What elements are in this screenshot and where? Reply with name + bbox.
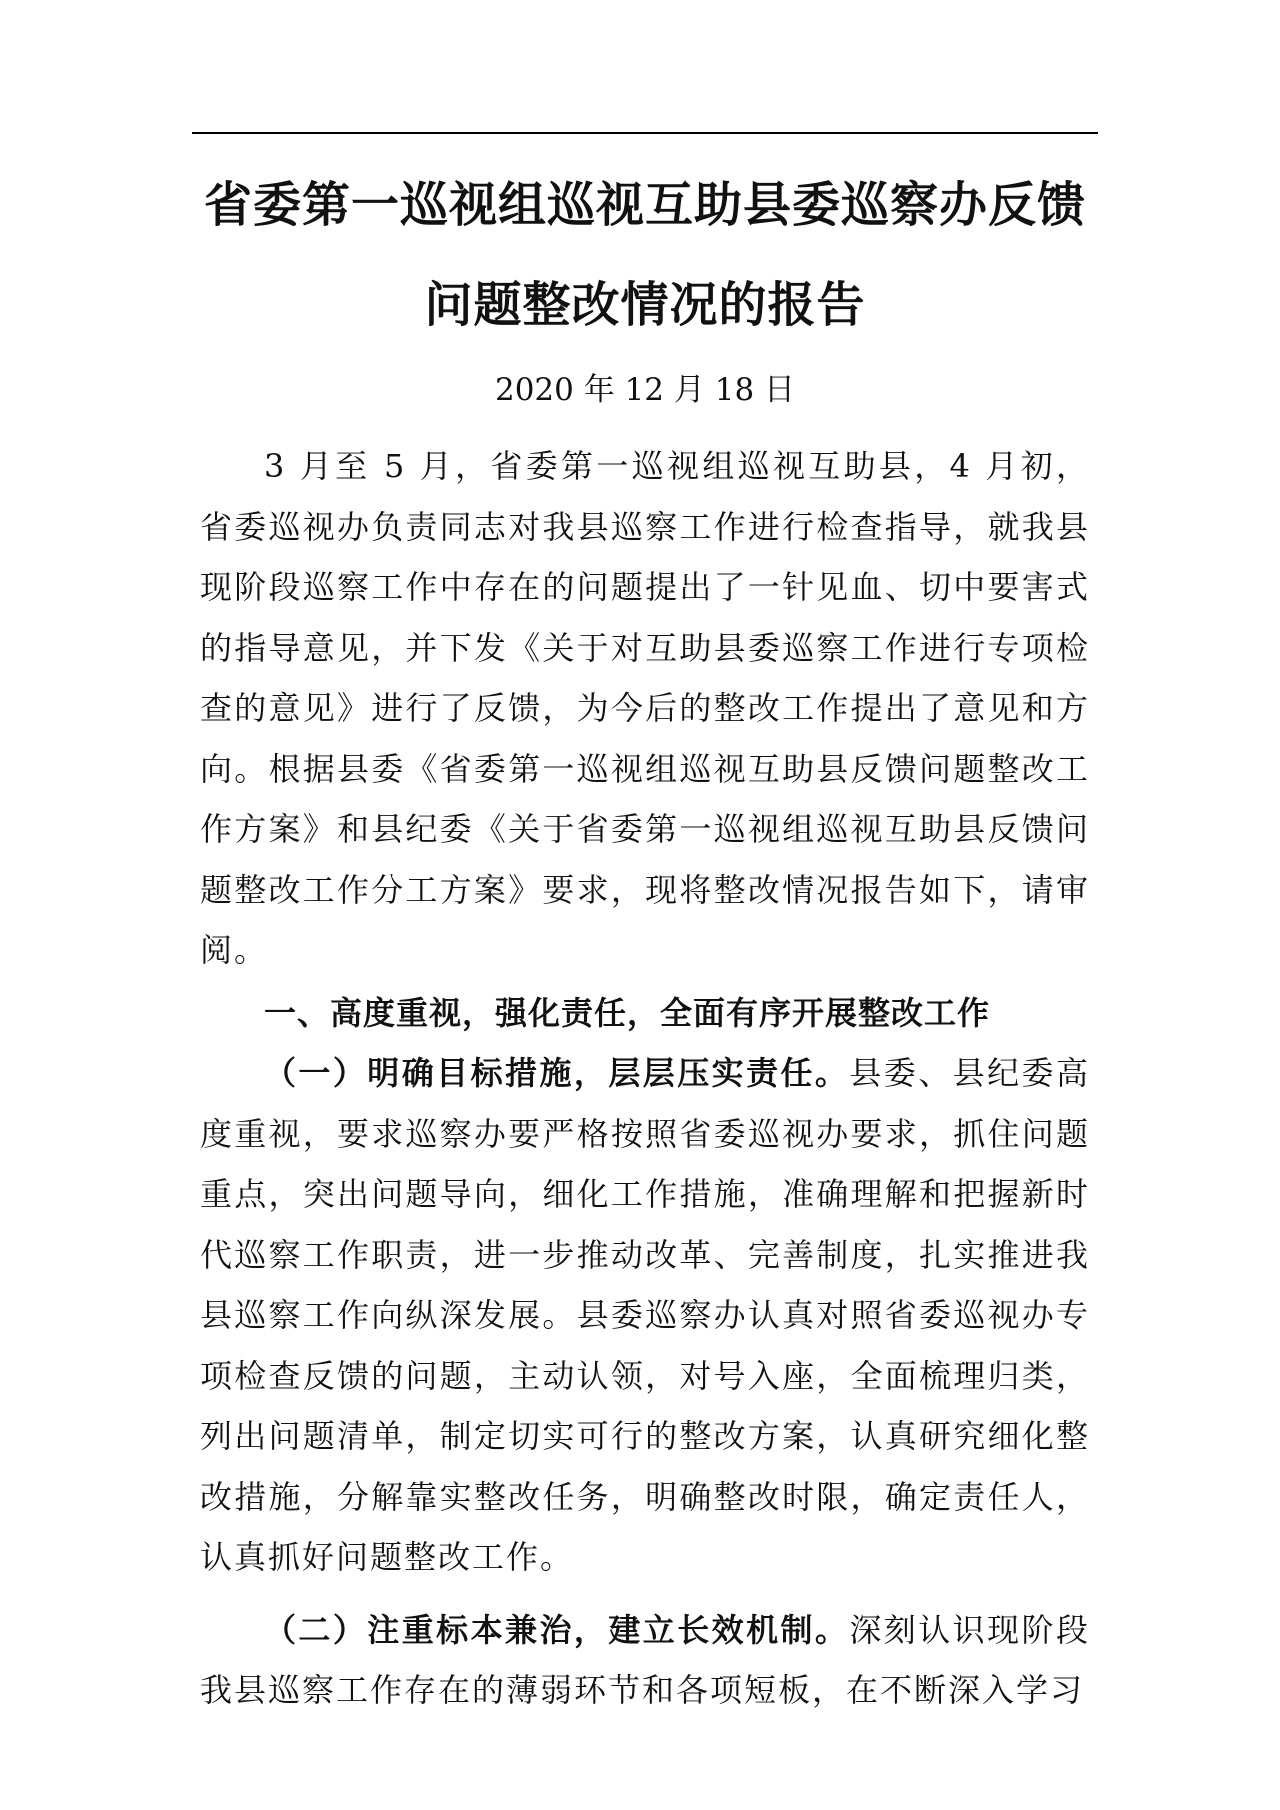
header-rule xyxy=(192,132,1098,134)
section-1-item-1-lead: （一）明确目标措施，层层压实责任。 xyxy=(264,1054,850,1092)
section-1-heading: 一、高度重视，强化责任，全面有序开展整改工作 xyxy=(264,993,991,1032)
section-1-item-2-text: 深刻认识现阶段我县巡察工作存在的薄弱环节和各项短板，在不断深入学习 xyxy=(200,1610,1090,1709)
intro-paragraph: 3 月至 5 月，省委第一巡视组巡视互助县，4 月初，省委巡视办负责同志对我县巡察工作进行检查指导，就我县现阶段巡察工作中存在的问题提出了一针见血、切中要害式的指导意见，并下发《关于对互助县委巡察工作进行专项检查的意见》进行了反馈，为今后的整改工作提出了意见和方向。根据县委《省委第一巡视组巡视互助县反馈问题整改工作方案》和县纪委《关于省委第一巡视组巡视互助县反馈问题整改工作分工方案》要求，现将整改情况报告如下，请审阅。 xyxy=(200,447,1090,969)
document-body xyxy=(200,436,1090,1721)
document-date: 2020 年 12 月 18 日 xyxy=(494,372,796,408)
document-title-line-1: 省委第一巡视组巡视互助县委巡察办反馈 xyxy=(203,177,1086,233)
section-1-item-1 xyxy=(200,1043,1090,1588)
document-title-line-2: 问题整改情况的报告 xyxy=(424,277,866,333)
section-1-item-1-text: 县委、县纪委高度重视，要求巡察办要严格按照省委巡视办要求，抓住问题重点，突出问题导向，细化工作措施，准确理解和把握新时代巡察工作职责，进一步推动改革、完善制度，扎实推进我县巡察工作向纵深发展。县委巡察办认真对照省委巡视办专项检查反馈的问题，主动认领，对号入座，全面梳理归类，列出问题清单，制定切实可行的整改方案，认真研究细化整改措施，分解靠实整改任务，明确整改时限，确定责任人，认真抓好问题整改工作。 xyxy=(200,1054,1090,1576)
section-1-item-2-lead: （二）注重标本兼治，建立长效机制。 xyxy=(264,1610,850,1649)
section-1-item-2 xyxy=(200,1600,1090,1721)
